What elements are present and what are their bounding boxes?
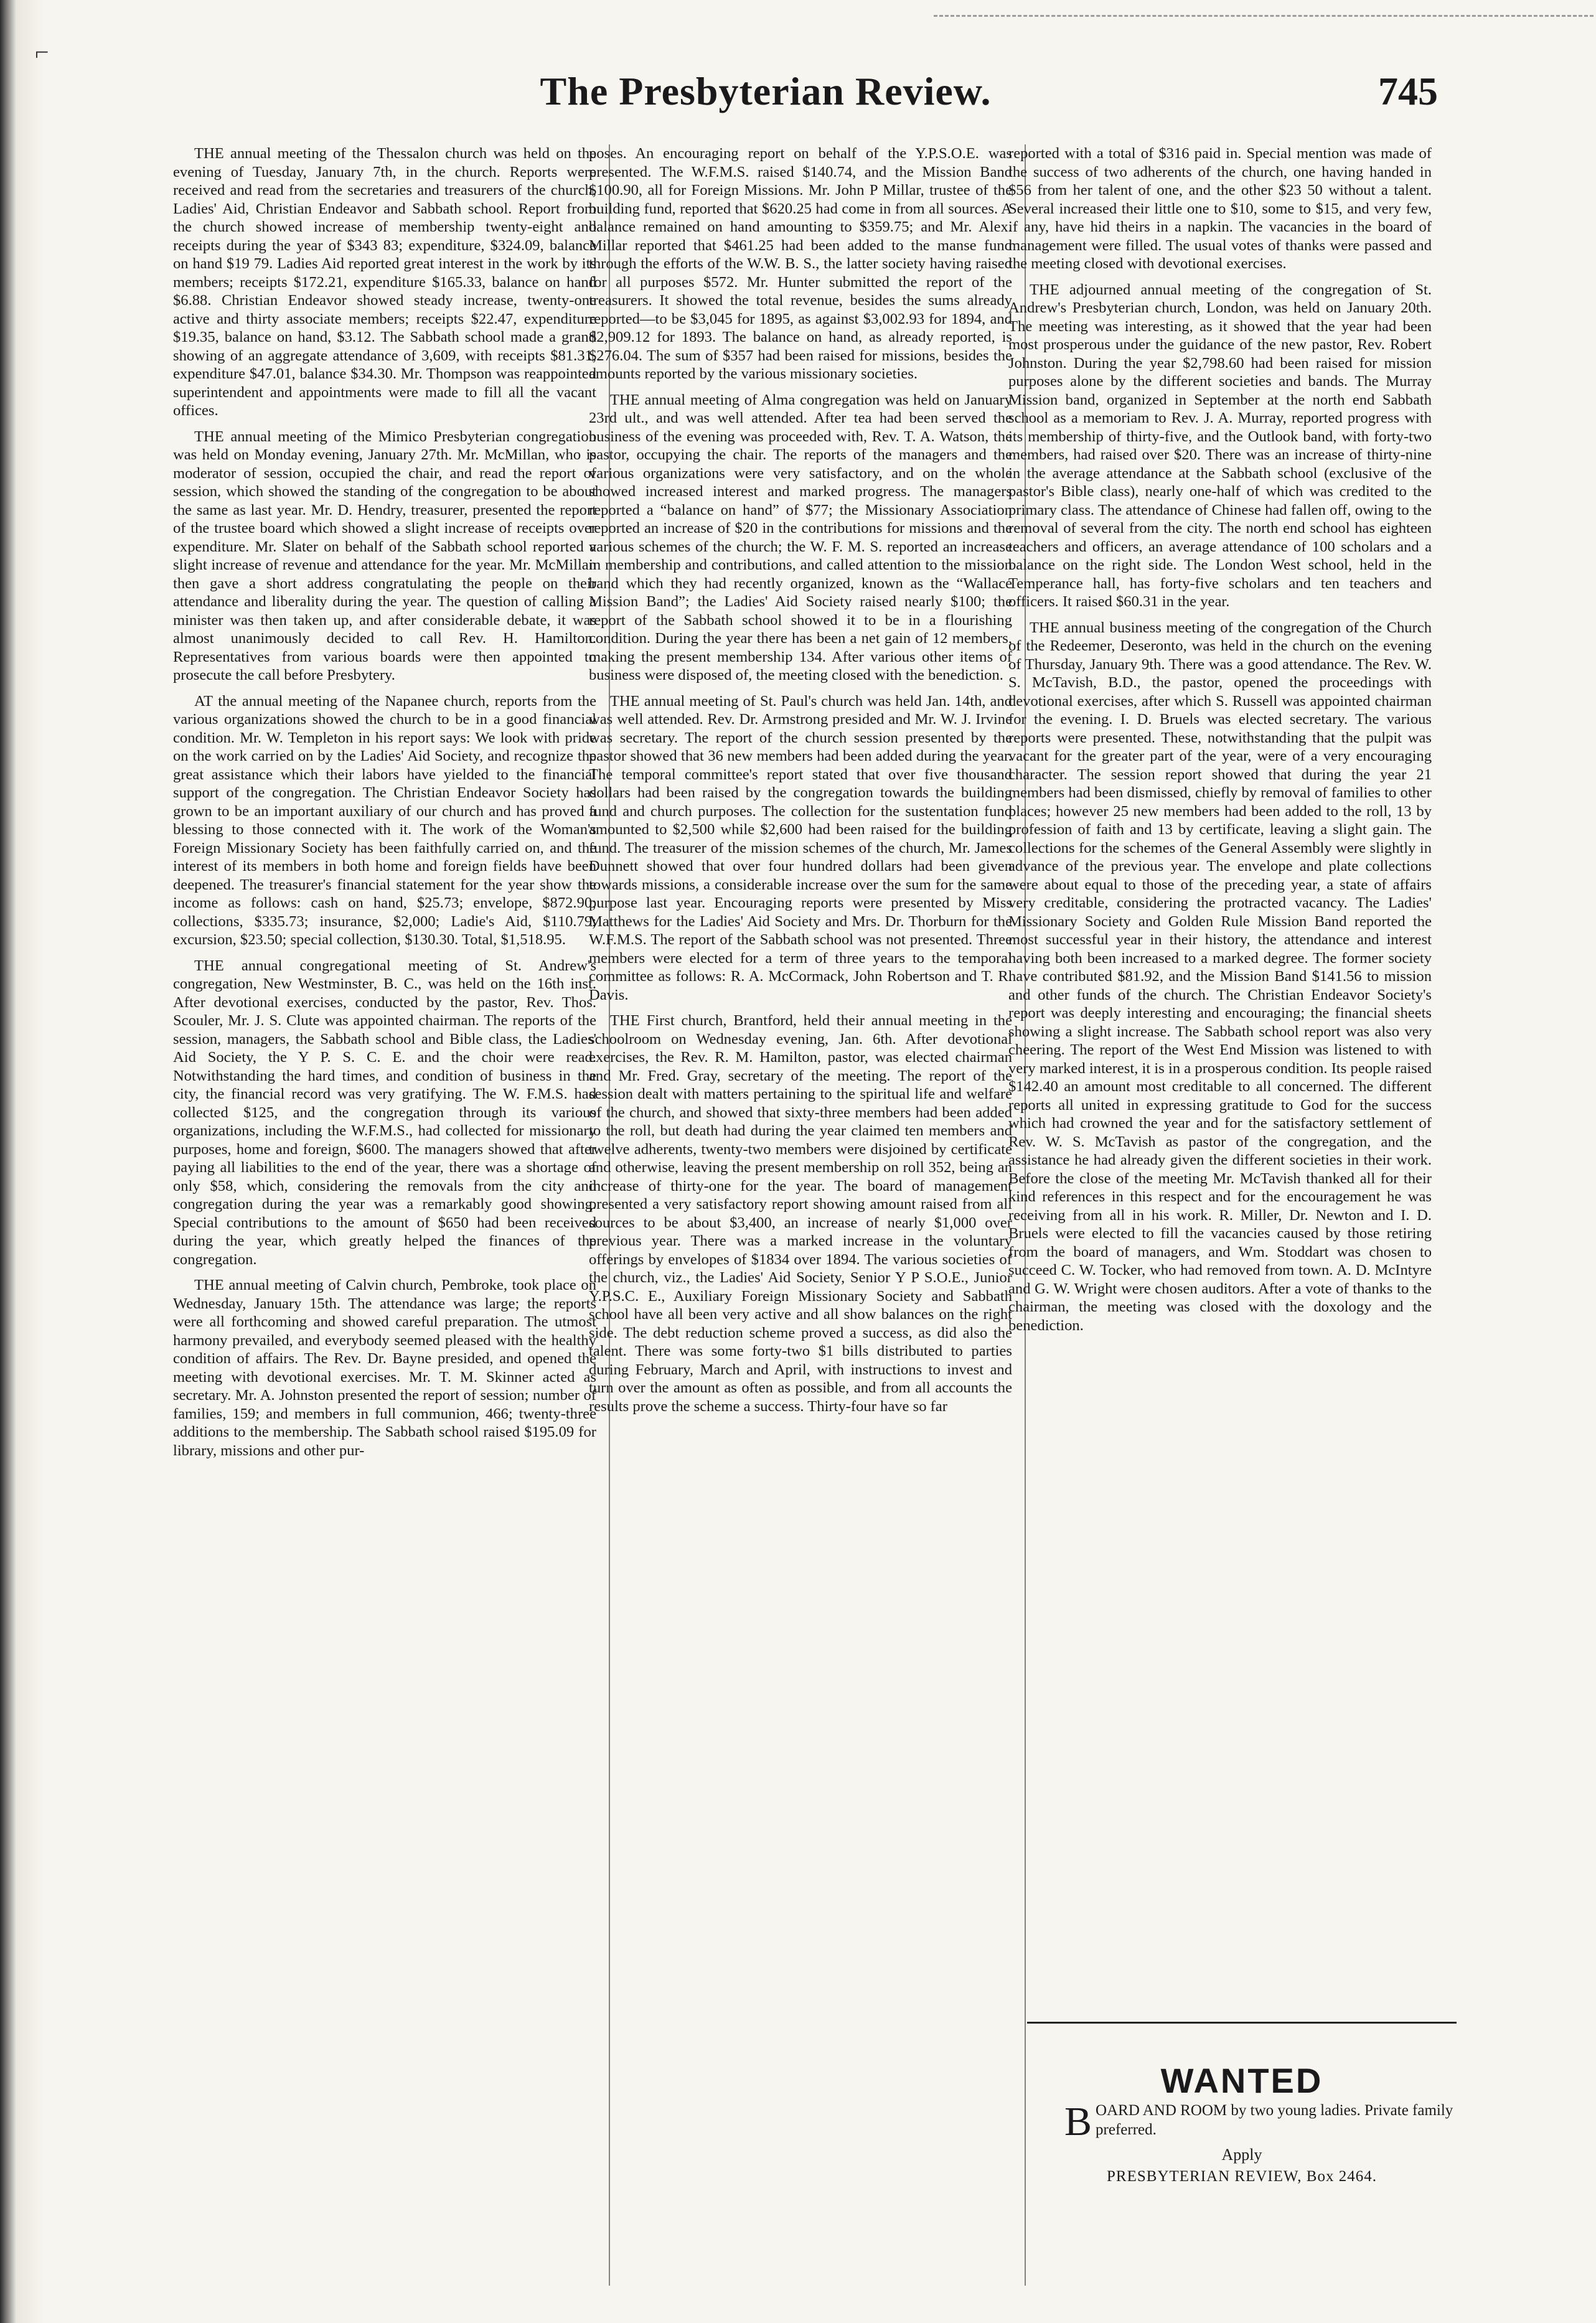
text-column-3 bbox=[1008, 144, 1432, 1918]
advertisement-address: PRESBYTERIAN REVIEW, Box 2464. bbox=[1107, 2168, 1377, 2185]
advertisement-body bbox=[1027, 2099, 1457, 2144]
advertisement-title: WANTED bbox=[1160, 2061, 1323, 2100]
page-number: 745 bbox=[1378, 69, 1438, 113]
article-paragraph: THE annual meeting of the Thessalon church was held on the evening of Tuesday, January 7th, in the church. Reports were received and read from the secretaries and treasurers of the church, Ladies' Aid, Christian Endeavor and Sabbath school. Report from the church showed increase of membership twenty-eight and receipts during the year of $343 83; expenditure, $324.09, balance on hand $19 79. Ladies Aid reported great interest in the work by its members; receipts $172.21, expenditure $165.33, balance on hand $6.88. Christian Endeavor showed steady increase, twenty-one active and thirty associate members; receipts $22.47, expenditure $19.35, balance on hand, $3.12. The Sabbath school made a grand showing of an aggregate attendance of 3,609, with receipts $81.31, expenditure $47.01, balance $34.30. Mr. Thompson was reappointed superintendent and appointments were made to fill all the vacant offices. bbox=[173, 145, 596, 419]
article-paragraph: reported with a total of $316 paid in. Special mention was made of the success of two adherents of the church, one having handed in $56 from her talent of one, and the other $23 50 without a talent. Several increased their little one to $10, some to $15, and very few, if any, have hid theirs in a napkin. The vacancies in the board of management were filled. The usual votes of thanks were passed and the meeting closed with devotional exercises. bbox=[1008, 145, 1432, 272]
advertisement-apply: Apply bbox=[1221, 2146, 1262, 2164]
article-paragraph: THE annual meeting of St. Paul's church was held Jan. 14th, and was well attended. Rev. Dr. Armstrong presided and Mr. W. J. Irvine was secretary. The report of the church session presented by the pastor showed that 36 new members had been added during the year. The temporal committee's report stated that over five thousand dollars had been raised by the congregation towards the building fund and church purposes. The collection for the sustentation fund amounted to $2,500 while $2,600 had been raised for the building fund. The treasurer of the mission schemes of the church, Mr. James Dunnett showed that over four hundred dollars had been given towards missions, a considerable increase over the sum for the same purpose last year. Encouraging reports were presented by Miss Matthews for the Ladies' Aid Society and Mrs. Dr. Thorburn for the W.F.M.S. The report of the Sabbath school was not presented. Three members were elected for a term of three years to the temporal committee as follows: R. A. McCormack, John Robertson and T. R. Davis. bbox=[589, 692, 1012, 1003]
advertisement-rule bbox=[1027, 2022, 1457, 2024]
article-paragraph: THE annual meeting of the Mimico Presbyterian congregation was held on Monday evening, January 27th. Mr. McMillan, who is moderator of session, occupied the chair, and read the report of session, which showed the standing of the congregation to be about the same as last year. Mr. D. Hendry, treasurer, presented the report of the trustee board which showed a slight increase of receipts over expenditure. Mr. Slater on behalf of the Sabbath school reported a slight increase of revenue and attendance for the year. Mr. McMillan then gave a short address congratulating the people on their attendance and liberality during the year. The question of calling a minister was then taken up, and after considerable debate, it was almost unanimously decided to call Rev. H. Hamilton. Representatives from various boards were then appointed to prosecute the call before Presbytery. bbox=[173, 428, 596, 683]
article-paragraph: AT the annual meeting of the Napanee church, reports from the various organizations showed the church to be in a good financial condition. Mr. W. Templeton in his report says: We look with pride on the work carried on by the Ladies' Aid Society, and recognize the great assistance which their labors have yielded to the financial support of the congregation. The Christian Endeavor Society has grown to be an important auxiliary of our church and has proved a blessing to those connected with it. The work of the Woman's Foreign Missionary Society has been faithfully carried on, and the interest of its members in both home and foreign fields have been deepened. The treasurer's financial statement for the year show the income as follows: cash on hand, $25.73; envelope, $872.90; collections, $335.73; insurance, $2,000; Ladie's Aid, $110.79; excursion, $23.50; special collection, $130.30. Total, $1,518.95. bbox=[173, 692, 596, 948]
article-paragraph: THE annual business meeting of the congregation of the Church of the Redeemer, Deseronto, was held in the church on the evening of Thursday, January 9th. There was a good attendance. The Rev. W. S. McTavish, B.D., the pastor, opened the proceedings with devotional exercises, after which S. Russell was appointed chairman for the evening. I. D. Bruels was elected secretary. The various reports were presented. These, notwithstanding that the pulpit was vacant for the greater part of the year, were of a very encouraging character. The session report showed that during the year 21 members had been dismissed, chiefly by removal of families to other places; however 25 new members had been added to the roll, 13 by profession of faith and 13 by certificate, leaving a slight gain. The collections for the schemes of the General Assembly were slightly in advance of the previous year. The envelope and plate collections were about equal to those of the preceding year, a state of affairs very creditable, considering the protracted vacancy. The Ladies' Missionary Society and Golden Rule Mission Band reported the most successful year in their history, the attendance and interest having both been increased to a marked degree. The former society have contributed $81.92, and the Mission Band $141.56 to mission and other funds of the church. The Christian Endeavor Society's report was deeply interesting and encouraging; the financial sheets showing a slight increase. The Sabbath school report was also very cheering. The report of the West End Mission was listened to with very marked interest, it is in a prosperous condition. Its people raised $142.40 an amount most creditable to all concerned. The different reports all united in expressing gratitude to God for the success which had crowned the year and for the satisfactory settlement of Rev. W. S. McTavish as pastor of the congregation, and the assistance he had already given the different societies in their work. Before the close of the meeting Mr. McTavish thanked all for their kind references in this respect and for the encouragement he was receiving from all in his work. R. Miller, Dr. Newton and I. D. Bruels were elected to fill the vacancies caused by those retiring from the board of managers, and Wm. Stoddart was chosen to succeed C. W. Tocker, who had removed from town. A. D. McIntyre and G. W. Wright were chosen auditors. After a vote of thanks to the chairman, the meeting was closed with the doxology and the benediction. bbox=[1008, 619, 1432, 1334]
article-paragraph: THE annual meeting of Alma congregation was held on January 23rd ult., and was well attended. After tea had been served the business of the evening was proceeded with, Rev. T. A. Watson, the pastor, occupying the chair. The reports of the managers and the various organizations were very satisfactory, and on the whole showed increased interest and marked progress. The managers reported a “balance on hand” of $77; the Missionary Association reported an increase of $20 in the contributions for missions and the various schemes of the church; the W. F. M. S. reported an increase in membership and contributions, and called attention to the mission band which they had recently organized, known as the “Wallace Mission Band”; the Ladies' Aid Society raised nearly $100; the report of the Sabbath school showed it to be in a flourishing condition. During the year there has been a net gain of 12 members, making the present membership 134. After various other items of business were disposed of, the meeting closed with the benediction. bbox=[589, 391, 1012, 683]
text-column-1 bbox=[173, 144, 596, 2286]
article-paragraph: THE First church, Brantford, held their annual meeting in the schoolroom on Wednesday evening, Jan. 6th. After devotional exercises, the Rev. R. M. Hamilton, pastor, was elected chairman and Mr. Fred. Gray, secretary of the meeting. The report of the session dealt with matters pertaining to the spiritual life and welfare of the church, and showed that sixty-three members had been added to the roll, but death had during the year claimed ten members and twelve adherents, twenty-two members were disjoined by certificate and otherwise, leaving the present membership on roll 352, being an increase of thirty-one for the year. The board of management presented a very satisfactory report showing amount raised from all sources to be about $3,400, an increase of nearly $1,000 over previous year. There was a marked increase in the voluntary offerings by envelopes of $1834 over 1894. The various societies of the church, viz., the Ladies' Aid Society, Senior Y P S.O.E., Junior Y.P.S.C. E., Auxiliary Foreign Missionary Society and Sabbath school have all been very active and all show balances on the right side. The debt reduction scheme proved a success, as did also the talent. There was some forty-two $1 bills distributed to parties during February, March and April, with instructions to invest and turn over the amount as often as possible, and from all accounts the results prove the scheme a success. Thirty-four have so far bbox=[589, 1012, 1012, 1415]
margin-mark: ⌐ bbox=[35, 38, 49, 66]
scan-marks bbox=[934, 4, 1594, 17]
article-paragraph: THE annual meeting of Calvin church, Pembroke, took place on Wednesday, January 15th. The attendance was large; the reports were all forthcoming and showed careful preparation. The utmost harmony prevailed, and everybody seemed pleased with the healthy condition of affairs. The Rev. Dr. Bayne presided, and opened the meeting with devotional exercises. Mr. T. M. Skinner acted as secretary. Mr. A. Johnston presented the report of session; number of families, 159; and members in full communion, 466; twenty-three additions to the membership. The Sabbath school raised $195.09 for library, missions and other pur- bbox=[173, 1277, 596, 1459]
publication-title: The Presbyterian Review. bbox=[540, 69, 992, 113]
text-column-2 bbox=[589, 144, 1012, 2286]
article-paragraph: THE adjourned annual meeting of the congregation of St. Andrew's Presbyterian church, London, was held on January 20th. The meeting was interesting, as it showed that the year had been most prosperous under the guidance of the new pastor, Rev. Robert Johnston. During the year $2,798.60 had been raised for mission purposes alone by the different societies and bands. The Murray Mission band, organized in September at the north end Sabbath school as a memoriam to Rev. J. A. Murray, reported progress with its membership of thirty-five, and the Outlook band, with forty-two members, had raised over $20. There was an increase of thirty-nine in the average attendance at the Sabbath school (exclusive of the pastor's Bible class), nearly one-half of which was credited to the primary class. The attendance of Chinese had fallen off, owing to the removal of several from the city. The north end school has eighteen teachers and officers, an average attendance of 100 scholars and a balance on the right side. The London West school, held in the Temperance hall, has forty-five scholars and ten teachers and officers. It raised $60.31 in the year. bbox=[1008, 281, 1432, 610]
advertisement-text: OARD AND ROOM by two young ladies. Private family preferred. bbox=[1096, 2102, 1453, 2138]
wanted-advertisement bbox=[1027, 2054, 1457, 2235]
advertisement-dropcap: B bbox=[1064, 2099, 1092, 2144]
article-paragraph: THE annual congregational meeting of St. Andrew's congregation, New Westminster, B. C., was held on the 16th inst. After devotional exercises, conducted by the pastor, Rev. Thos. Scouler, Mr. J. S. Clute was appointed chairman. The reports of the session, managers, the Sabbath school and Bible class, the Ladies' Aid Society, the Y P. S. C. E. and the choir were read. Notwithstanding the hard times, and condition of business in the city, the financial record was very gratifying. The W. F.M.S. had collected $125, and the congregation through its various organizations, including the W.F.M.S., had collected for missionary purposes, home and foreign, $600. The managers showed that after paying all liabilities to the end of the year, there was a shortage of only $58, which, considering the removals from the city and congregation during the year was a remarkably good showing. Special contributions to the amount of $650 had been received during the year, which greatly helped the finances of the congregation. bbox=[173, 957, 596, 1268]
scan-edge bbox=[0, 0, 75, 2323]
article-paragraph: poses. An encouraging report on behalf of the Y.P.S.O.E. was presented. The W.F.M.S. raised $140.74, and the Mission Band $100.90, all for Foreign Missions. Mr. John P Millar, trustee of the building fund, reported that $620.25 had come in from all sources. A balance remained on hand amounting to $359.75; and Mr. Alex. Millar reported that $461.25 had been added to the manse fund through the efforts of the W.W. B. S., the latter society having raised for all purposes $572. Mr. Hunter submitted the report of the treasurers. It showed the total revenue, besides the sums already reported—to be $3,045 for 1895, as against $3,002.93 for 1894, and $2,909.12 for 1893. The balance on hand, as already reported, is $276.04. The sum of $357 had been raised for missions, besides the amounts reported by the various missionary societies. bbox=[589, 145, 1012, 382]
page-header bbox=[93, 68, 1438, 118]
